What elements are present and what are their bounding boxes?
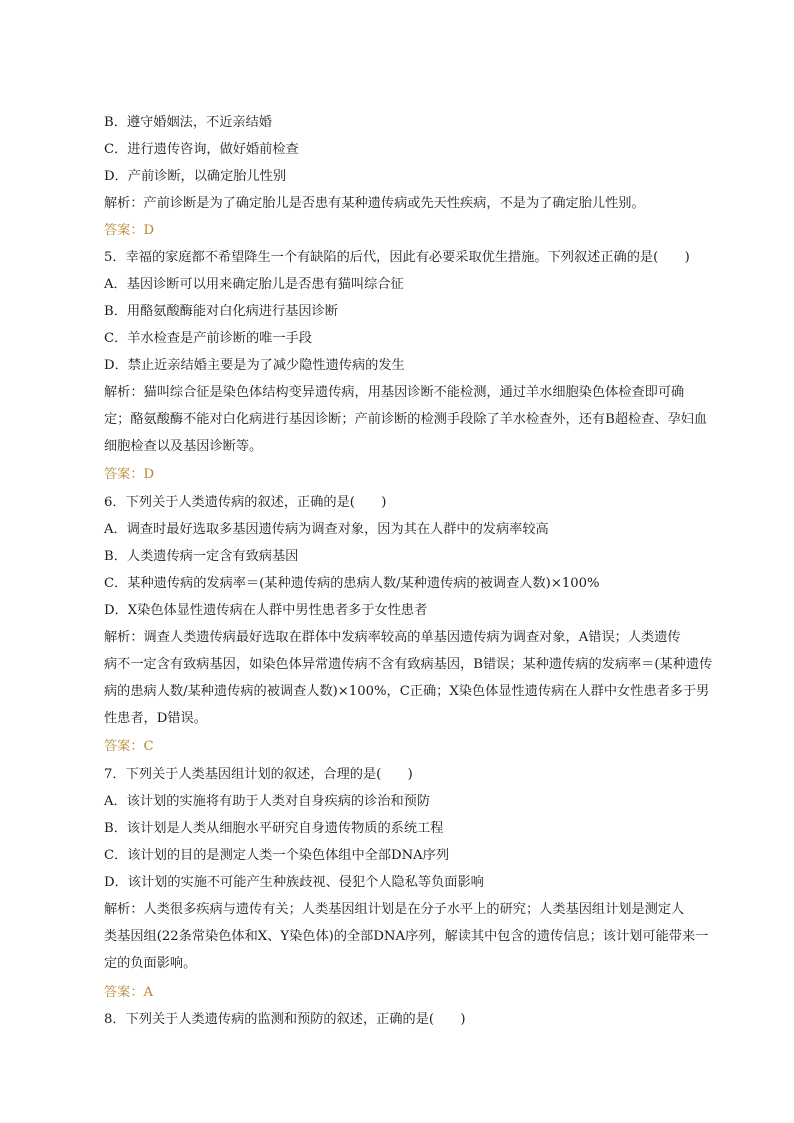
option-d-line: D．产前诊断，以确定胎儿性别 — [104, 169, 287, 184]
q5-answer: 答案：D — [104, 467, 155, 482]
q6-option-a: A．调查时最好选取多基因遗传病为调查对象，因为其在人群中的发病率较高 — [104, 522, 549, 537]
question-8: 8．下列关于人类遗传病的监测和预防的叙述，正确的是( ) — [104, 1012, 466, 1027]
q7-option-b: B．该计划是人类从细胞水平研究自身遗传物质的系统工程 — [104, 821, 444, 836]
q7-explanation-line-1: 解析：人类很多疾病与遗传有关；人类基因组计划是在分子水平上的研究；人类基因组计划是测定人 — [104, 902, 685, 917]
q6-answer: 答案：C — [104, 739, 154, 754]
option-c-line: C．进行遗传咨询，做好婚前检查 — [104, 142, 299, 157]
q5-option-d: D．禁止近亲结婚主要是为了减少隐性遗传病的发生 — [104, 358, 405, 373]
question-5: 5．幸福的家庭都不希望降生一个有缺陷的后代，因此有必要采取优生措施。下列叙述正确的是( ) — [104, 250, 690, 265]
q6-explanation-line-2: 病不一定含有致病基因，如染色体异常遗传病不含有致病基因，B错误；某种遗传病的发病率＝(某种遗传 — [104, 657, 713, 672]
q5-explanation-line-2: 定；酪氨酸酶不能对白化病进行基因诊断；产前诊断的检测手段除了羊水检查外，还有B超检查、孕妇血 — [104, 412, 708, 427]
q7-answer: 答案：A — [104, 985, 154, 1000]
q5-explanation-line-1: 解析：猫叫综合征是染色体结构变异遗传病，用基因诊断不能检测，通过羊水细胞染色体检查即可确 — [104, 385, 685, 400]
q6-option-d: D．X染色体显性遗传病在人群中男性患者多于女性患者 — [104, 603, 428, 618]
answer-line: 答案：D — [104, 223, 155, 238]
q7-option-a: A．该计划的实施将有助于人类对自身疾病的诊治和预防 — [104, 794, 431, 809]
q6-explanation-line-4: 性患者，D错误。 — [104, 711, 207, 726]
q6-option-b: B．人类遗传病一定含有致病基因 — [104, 549, 299, 564]
q5-explanation-line-3: 细胞检查以及基因诊断等。 — [104, 439, 263, 454]
q7-option-d: D．该计划的实施不可能产生种族歧视、侵犯个人隐私等负面影响 — [104, 875, 484, 890]
explanation-line: 解析：产前诊断是为了确定胎儿是否患有某种遗传病或先天性疾病，不是为了确定胎儿性别。 — [104, 196, 645, 211]
q5-option-a: A．基因诊断可以用来确定胎儿是否患有猫叫综合征 — [104, 277, 404, 292]
question-6: 6．下列关于人类遗传病的叙述，正确的是( ) — [104, 495, 387, 510]
q5-option-c: C．羊水检查是产前诊断的唯一手段 — [104, 331, 312, 346]
q6-option-c: C．某种遗传病的发病率＝(某种遗传病的患病人数/某种遗传病的被调查人数)×100% — [104, 576, 600, 591]
q7-explanation-line-3: 定的负面影响。 — [104, 956, 197, 971]
q7-explanation-line-2: 类基因组(22条常染色体和X、Y染色体)的全部DNA序列，解读其中包含的遗传信息；该计划可能带来一 — [104, 929, 709, 944]
q7-option-c: C．该计划的目的是测定人类一个染色体组中全部DNA序列 — [104, 848, 450, 863]
question-7: 7．下列关于人类基因组计划的叙述，合理的是( ) — [104, 767, 413, 782]
q6-explanation-line-1: 解析：调查人类遗传病最好选取在群体中发病率较高的单基因遗传病为调查对象，A错误；人类遗传 — [104, 630, 681, 645]
q5-option-b: B．用酪氨酸酶能对白化病进行基因诊断 — [104, 304, 338, 319]
option-b-line: B．遵守婚姻法，不近亲结婚 — [104, 115, 272, 130]
q6-explanation-line-3: 病的患病人数/某种遗传病的被调查人数)×100%，C正确；X染色体显性遗传病在人群中女性患者多于男 — [104, 684, 710, 699]
